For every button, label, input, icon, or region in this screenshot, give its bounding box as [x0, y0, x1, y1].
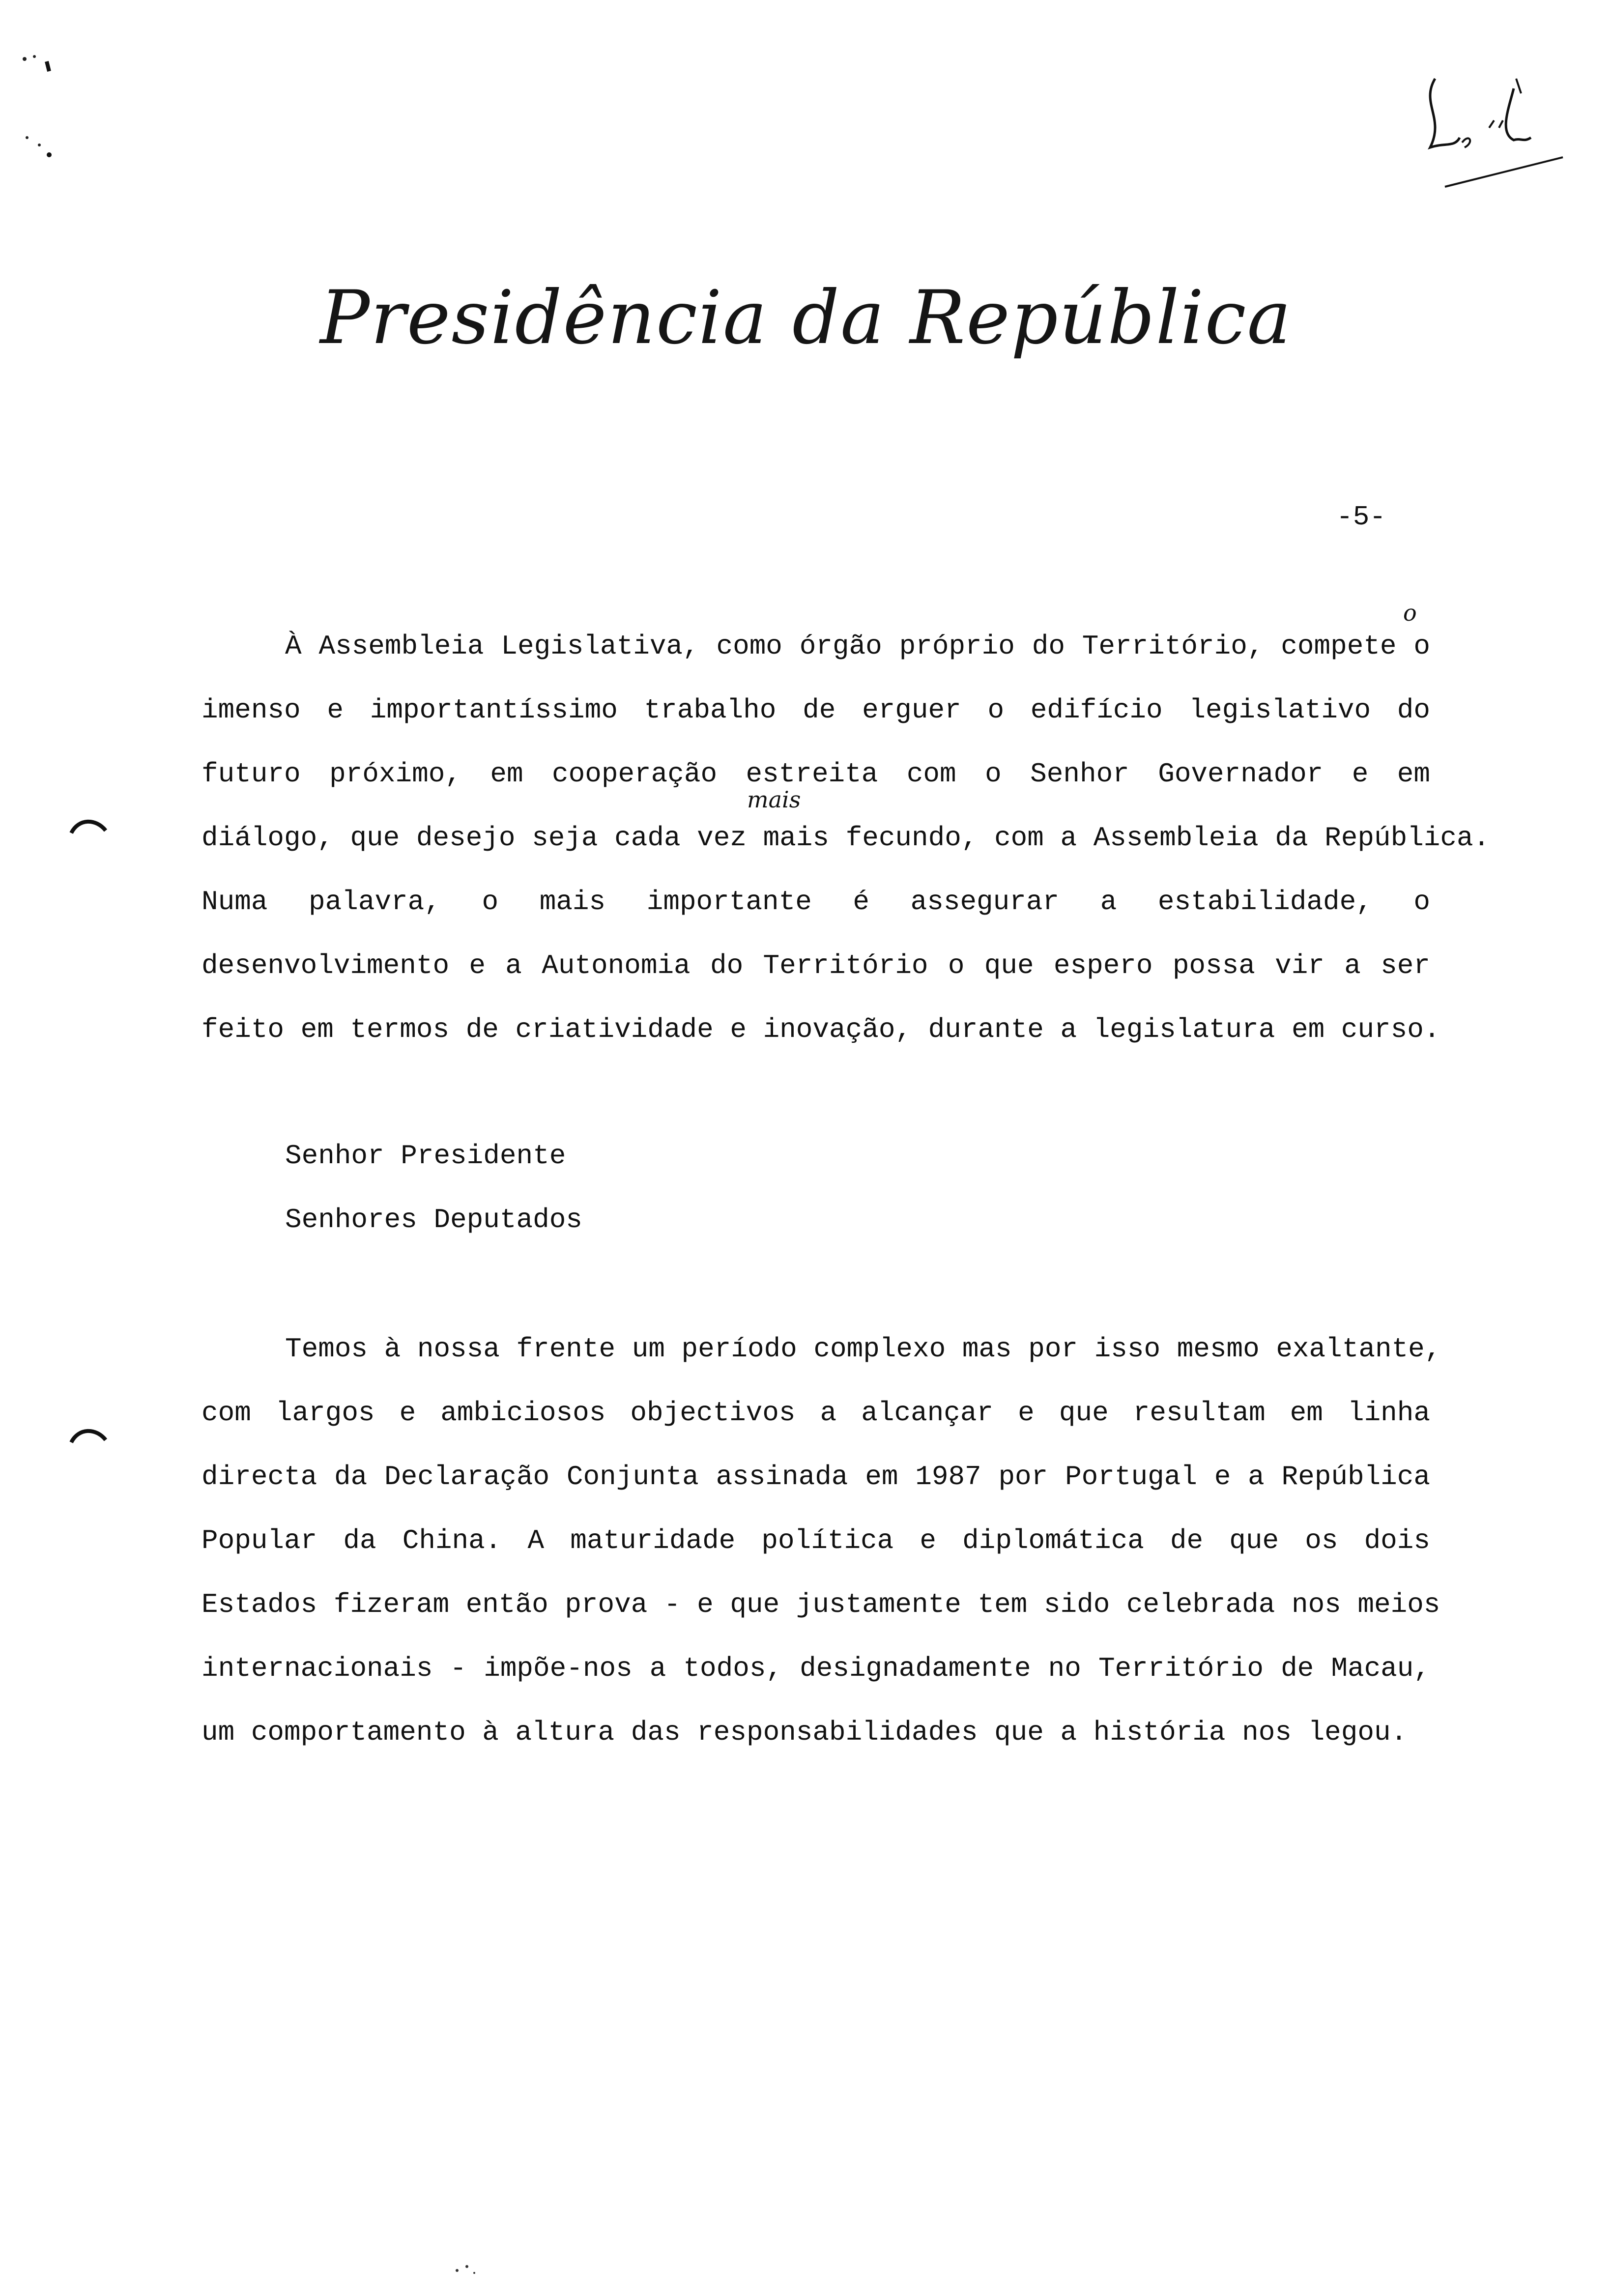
text-line: Numa palavra, o mais importante é assegurar a estabilidade, o — [202, 886, 1430, 918]
text-line: imenso e importantíssimo trabalho de erguer o edifício legislativo do — [202, 694, 1430, 726]
text-line: Popular da China. A maturidade política e diplomática de que os dois — [202, 1525, 1430, 1556]
salutation-line: Senhor Presidente — [285, 1140, 566, 1172]
text-line: directa da Declaração Conjunta assinada em 1987 por Portugal e a República — [202, 1461, 1430, 1492]
salutation-line: Senhores Deputados — [285, 1204, 582, 1235]
paragraph-1 — [202, 614, 1490, 1062]
paragraph-2 — [202, 1317, 1441, 1764]
text-line: desenvolvimento e a Autonomia do Território o que espero possa vir a ser — [202, 950, 1430, 981]
text-line: feito em termos de criatividade e inovação, durante a legislatura em curso. — [202, 1014, 1440, 1045]
text-line: Estados fizeram então prova - e que justamente tem sido celebrada nos meios — [202, 1589, 1440, 1620]
text-line: À Assembleia Legislativa, como órgão próprio do Território, compete o — [285, 631, 1430, 662]
text-line: um comportamento à altura das responsabilidades que a história nos legou. — [202, 1717, 1408, 1748]
handwritten-insertion-mais: mais — [747, 786, 801, 813]
scan-speck — [10, 49, 69, 177]
margin-mark — [69, 1425, 108, 1445]
text-line: com largos e ambiciosos objectivos a alcançar e que resultam em linha — [202, 1397, 1430, 1429]
text-line: Temos à nossa frente um período complexo mas por isso mesmo exaltante, — [285, 1333, 1441, 1365]
margin-mark — [69, 816, 108, 835]
handwritten-insertion-o: o — [1403, 600, 1417, 626]
text-line: futuro próximo, em cooperação estreita com o Senhor Governador e em — [202, 758, 1430, 790]
scan-speck — [452, 2261, 482, 2280]
letterhead-title: Presidência da República — [320, 275, 1292, 361]
text-line: internacionais - impõe-nos a todos, designadamente no Território de Macau, — [202, 1653, 1430, 1684]
page-number: -5- — [1336, 501, 1386, 533]
text-line: diálogo, que desejo seja cada vez mais fecundo, com a Assembleia da República. — [202, 822, 1490, 854]
handwritten-initials — [1415, 59, 1573, 206]
